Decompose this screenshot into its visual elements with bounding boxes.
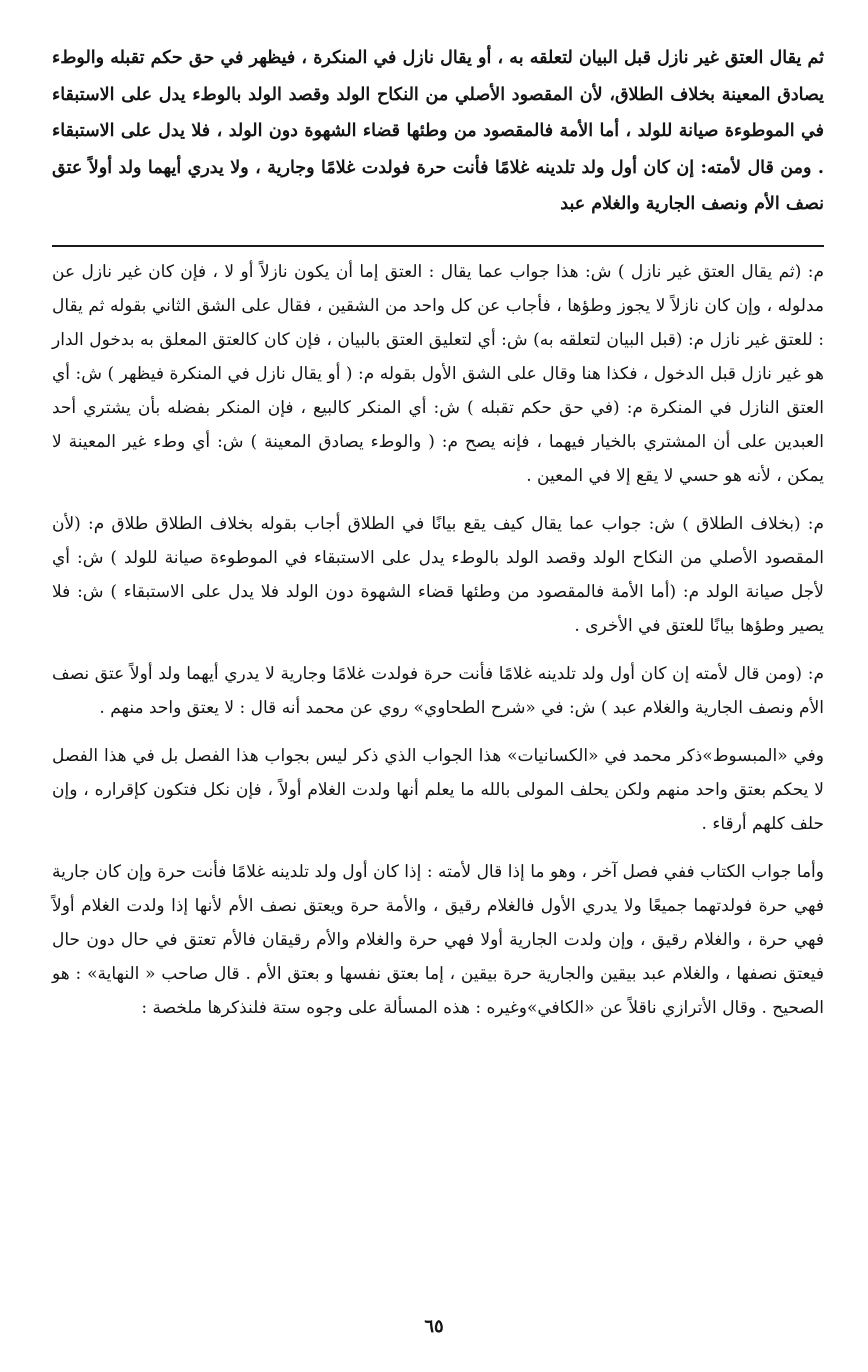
book-page xyxy=(52,40,824,1340)
separator-rule xyxy=(52,245,824,247)
matn-text: ثم يقال العتق غير نازل قبل البيان لتعلقه به ، أو يقال نازل في المنكرة ، فيظهر في حق حكم تقبله والوطء يصادق المعينة بخلاف الطلاق، لأن المقصود الأصلي من النكاح الولد وقصد الولد بالوطء يدل على الاستبقاء في الموطوءة صيانة للولد ، أما الأمة فالمقصود من وطئها قضاء الشهوة دون الولد ، فلا يدل على الاستبقاء . ومن قال لأمته: إن كان أول ولد تلدينه غلامًا فأنت حرة فولدت غلامًا وجارية ، ولا يدري أيهما ولد أولاً عتق نصف الأم ونصف الجارية والغلام عبد xyxy=(52,48,824,214)
commentary-paragraph-2: م: (بخلاف الطلاق ) ش: جواب عما يقال كيف يقع بيانًا في الطلاق أجاب بقوله بخلاف الطلاق طلاق م: (لأن المقصود الأصلي من النكاح الولد وقصد الولد بالوطء يدل على الاستبقاء في الموطوءة صيانة للولد ) ش: أي لأجل صيانة الولد م: (أما الأمة فالمقصود من وطئها قضاء الشهوة دون الولد فلا يدل على الاستبقاء ) ش: فلا يصير وطؤها بيانًا للعتق في الأخرى . xyxy=(52,513,824,636)
commentary-paragraph-4: وفي «المبسوط»ذكر محمد في «الكسانيات» هذا الجواب الذي ذكر ليس بجواب هذا الفصل بل في هذا الفصل لا يحكم بعتق واحد منهم ولكن يحلف المولى بالله ما يعلم أنها ولدت الغلام أولاً ، فإن نكل فتكون كإقراره ، وإن حلف كلهم أرقاء . xyxy=(52,745,824,834)
commentary-paragraph-1: م: (ثم يقال العتق غير نازل ) ش: هذا جواب عما يقال : العتق إما أن يكون نازلاً أو لا ، فإن كان غير نازل عن مدلوله ، وإن كان نازلاً لا يجوز وطؤها ، فأجاب عن كل واحد من الشقين ، فقال على الشق الثاني بقوله ثم يقال : للعتق غير نازل م: (قبل البيان لتعلقه به) ش: أي لتعليق العتق بالبيان ، فإن كان كالعتق المعلق به بدخول الدار هو غير نازل قبل الدخول ، فكذا هنا وقال على الشق الأول بقوله م: ( أو يقال نازل في المنكرة فيظهر ) ش: أي العتق النازل في المنكرة م: (في حق حكم تقبله ) ش: أي المنكر كالبيع ، فإن المنكر بفضله بأن يشتري أحد العبدين على أن المشتري بالخيار فيهما ، فإنه يصح م: ( والوطء يصادق المعينة ) ش: أي وطء غير المعينة لا يمكن ، لأنه هو حسي لا يقع إلا في المعين . xyxy=(52,261,824,486)
commentary-paragraph-3: م: (ومن قال لأمته إن كان أول ولد تلدينه غلامًا فأنت حرة فولدت غلامًا وجارية لا يدري أيهما ولد أولاً عتق نصف الأم ونصف الجارية والغلام عبد ) ش: في «شرح الطحاوي» روي عن محمد أنه قال : لا يعتق واحد منهم . xyxy=(52,663,824,718)
commentary-paragraph-5: وأما جواب الكتاب ففي فصل آخر ، وهو ما إذا قال لأمته : إذا كان أول ولد تلدينه غلامًا فأنت حرة وإن كان جارية فهي حرة فولدتهما جميعًا ولا يدري الأول فالغلام رقيق ، والأمة حرة ويعتق نصف الأم لأنها إذا ولدت الغلام أولاً فهي حرة ، والغلام رقيق ، وإن ولدت الجارية أولا فهي حرة والغلام والأم رقيقان فالأم تعتق في حال دون حال فيعتق نصفها ، والغلام عبد بيقين والجارية حرة بيقين ، إما بعتق نفسها و بعتق الأم . قال صاحب « النهاية» : هو الصحيح . وقال الأترازي ناقلاً عن «الكافي»وغيره : هذه المسألة على وجوه ستة فلنذكرها ملخصة : xyxy=(52,861,824,1018)
page-number: ٦٥ xyxy=(424,1316,444,1337)
